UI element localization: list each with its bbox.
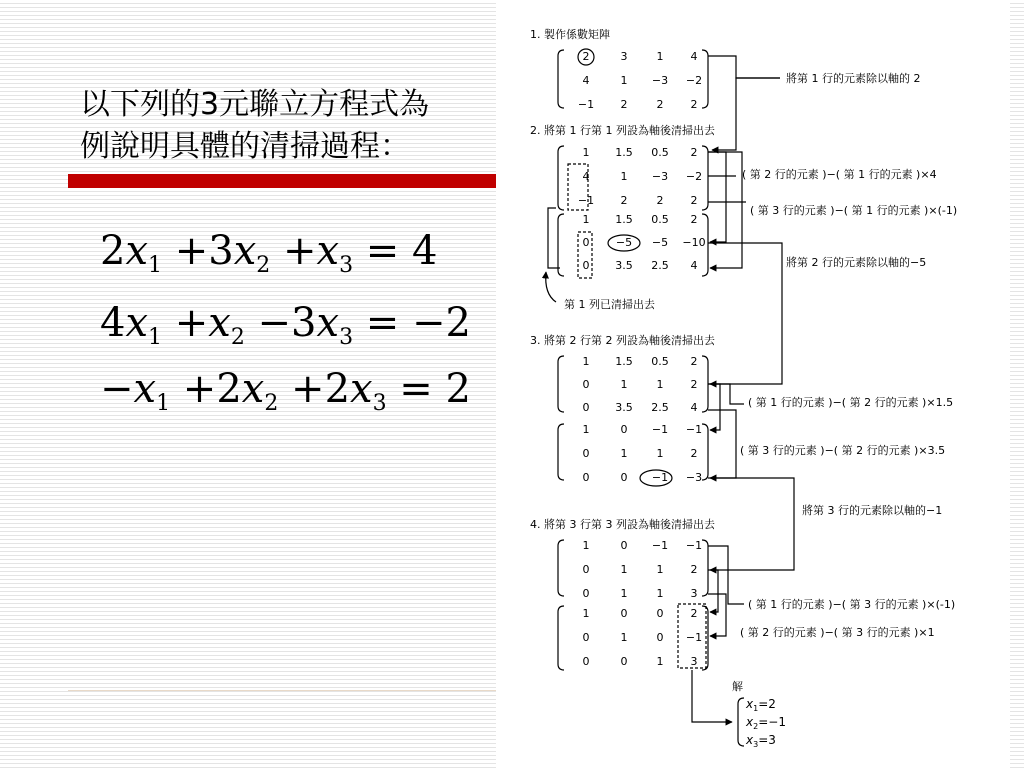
matrix-cell-step2a: 1.5 — [615, 146, 633, 159]
matrix-cell-step4a: 0 — [620, 539, 628, 552]
matrix-cell-step2a: −2 — [685, 170, 703, 183]
matrix-cell-step1: −1 — [577, 98, 595, 111]
matrix-cell-step3a: 1 — [582, 355, 590, 368]
matrix-cell-step2b: 2.5 — [651, 259, 669, 272]
footer-divider — [68, 690, 496, 691]
matrix-cell-step3a: 0 — [582, 401, 590, 414]
solution-values — [745, 697, 786, 749]
slide-title-line-2: 例說明具體的清掃過程： — [80, 129, 410, 164]
matrix-cell-step2b: 3.5 — [615, 259, 633, 272]
matrix-cell-step4a: −1 — [685, 539, 703, 552]
matrix-cell-step3b: 1 — [656, 447, 664, 460]
matrix-cell-step3b: 0 — [620, 471, 628, 484]
matrix-cell-step2b: 1 — [582, 213, 590, 226]
matrix-cell-step2b: −5 — [615, 236, 633, 249]
note-step2-row3: ( 第 3 行的元素 )−( 第 1 行的元素 )×(-1) — [750, 204, 958, 217]
matrix-cell-step1: 2 — [690, 98, 698, 111]
title-accent-bar — [68, 174, 496, 188]
matrix-cell-step4a: 1 — [620, 563, 628, 576]
note-step3-div: 將第 3 行的元素除以軸的−1 — [802, 504, 943, 517]
slide-title — [80, 84, 500, 168]
matrix-cell-step4b: 1 — [582, 607, 590, 620]
matrix-cell-step1: 4 — [690, 50, 698, 63]
matrix-cell-step4a: 0 — [582, 587, 590, 600]
matrix-cell-step2a: 2 — [690, 194, 698, 207]
matrix-cell-step1: −2 — [685, 74, 703, 87]
matrix-cell-step3a: 2.5 — [651, 401, 669, 414]
matrix-cell-step2b: 0.5 — [651, 213, 669, 226]
matrix-cell-step2a: −1 — [577, 194, 595, 207]
matrix-cell-step3a: 4 — [690, 401, 698, 414]
matrix-cell-step3a: 1 — [620, 378, 628, 391]
note-step4-row1: ( 第 1 行的元素 )−( 第 3 行的元素 )×(-1) — [748, 598, 956, 611]
matrix-cell-step2b: −5 — [651, 236, 669, 249]
matrix-cell-step3a: 0 — [582, 378, 590, 391]
matrix-cell-step2a: 4 — [582, 170, 590, 183]
matrix-cell-step4a: 1 — [620, 587, 628, 600]
matrix-cell-step4a: −1 — [651, 539, 669, 552]
matrix-cell-step3b: −1 — [685, 423, 703, 436]
matrix-cell-step1: 2 — [620, 98, 628, 111]
svg-text:x2=−1: $x_2=-1$ — [746, 715, 786, 731]
matrix-cell-step3b: 0 — [620, 423, 628, 436]
matrix-cell-step1: 2 — [656, 98, 664, 111]
matrix-cell-step2b: 2 — [690, 213, 698, 226]
gauss-jordan-figure — [496, 0, 1010, 768]
matrix-cell-step2b: 1.5 — [615, 213, 633, 226]
matrix-cell-step4b: 1 — [656, 655, 664, 668]
matrix-cell-step3b: 2 — [690, 447, 698, 460]
matrix-cell-step4b: 0 — [582, 655, 590, 668]
matrix-cell-step3b: 0 — [582, 471, 590, 484]
matrix-cell-step4a: 1 — [656, 563, 664, 576]
note-step2-col: 第 1 列已清掃出去 — [564, 298, 655, 311]
note-step2-row2: ( 第 2 行的元素 )−( 第 1 行的元素 )×4 — [742, 168, 937, 181]
matrix-cell-step1: 1 — [620, 74, 628, 87]
matrix-cell-step4b: 2 — [690, 607, 698, 620]
matrix-cell-step2b: −10 — [682, 236, 706, 249]
matrix-cell-step4b: 1 — [620, 631, 628, 644]
equation-2: $4x_1 +x_2 -3x_3 = -2$ — [100, 300, 471, 350]
matrix-cell-step4a: 2 — [690, 563, 698, 576]
matrix-cell-step2a: 2 — [656, 194, 664, 207]
matrix-cell-step3a: 2 — [690, 355, 698, 368]
matrix-cell-step2a: 2 — [690, 146, 698, 159]
matrix-cell-step4b: 0 — [620, 655, 628, 668]
matrix-cell-step4a: 1 — [582, 539, 590, 552]
matrix-cell-step4b: −1 — [685, 631, 703, 644]
matrix-cell-step4b: 0 — [656, 607, 664, 620]
matrix-cell-step3a: 2 — [690, 378, 698, 391]
matrix-cell-step4a: 3 — [690, 587, 698, 600]
note-step3-row3: ( 第 3 行的元素 )−( 第 2 行的元素 )×3.5 — [740, 444, 946, 457]
note-step1: 將第 1 行的元素除以軸的 2 — [786, 72, 921, 85]
matrix-cell-step3b: −1 — [651, 471, 669, 484]
step2-heading: 2. 將第 1 行第 1 列設為軸後清掃出去 — [530, 124, 715, 137]
figure-svg — [496, 0, 1010, 768]
matrix-cell-step4a: 1 — [656, 587, 664, 600]
step1-heading: 1. 製作係數矩陣 — [530, 28, 610, 41]
solution-label: 解 — [732, 680, 743, 693]
matrix-cell-step2a: 0.5 — [651, 146, 669, 159]
equation-3: $-x_1 +2x_2 +2x_3 = 2$ — [100, 366, 471, 416]
svg-text:x1=2: $x_1=2$ — [746, 697, 776, 713]
matrix-cell-step4b: 3 — [690, 655, 698, 668]
note-step4-row2: ( 第 2 行的元素 )−( 第 3 行的元素 )×1 — [740, 626, 935, 639]
matrix-cell-step4b: 0 — [656, 631, 664, 644]
step4-heading: 4. 將第 3 行第 3 列設為軸後清掃出去 — [530, 518, 715, 531]
matrix-cell-step4a: 0 — [582, 563, 590, 576]
matrix-cell-step2b: 0 — [582, 236, 590, 249]
matrix-cell-step3a: 3.5 — [615, 401, 633, 414]
matrix-cell-step3a: 1 — [656, 378, 664, 391]
step3-heading: 3. 將第 2 行第 2 列設為軸後清掃出去 — [530, 334, 715, 347]
matrix-cell-step3a: 1.5 — [615, 355, 633, 368]
matrix-cell-step2a: 2 — [620, 194, 628, 207]
matrix-cell-step3b: 0 — [582, 447, 590, 460]
matrix-cell-step1: 4 — [582, 74, 590, 87]
matrix-cell-step1: −3 — [651, 74, 669, 87]
matrix-cell-step1: 3 — [620, 50, 628, 63]
note-step2-div: 將第 2 行的元素除以軸的−5 — [786, 256, 927, 269]
matrix-cell-step1: 2 — [582, 50, 590, 63]
matrix-cell-step3b: 1 — [620, 447, 628, 460]
slide-title-line-1: 以下列的3元聯立方程式為 — [80, 87, 430, 122]
matrix-cell-step3b: 1 — [582, 423, 590, 436]
matrix-cell-step2b: 0 — [582, 259, 590, 272]
matrix-cell-step3b: −1 — [651, 423, 669, 436]
matrix-cell-step3b: −3 — [685, 471, 703, 484]
note-step3-row1: ( 第 1 行的元素 )−( 第 2 行的元素 )×1.5 — [748, 396, 954, 409]
matrix-cell-step2b: 4 — [690, 259, 698, 272]
equation-1: $2x_1 +3x_2 +x_3 = 4$ — [100, 228, 438, 278]
matrix-cell-step4b: 0 — [620, 607, 628, 620]
matrix-cell-step2a: 1 — [620, 170, 628, 183]
matrix-cell-step4b: 0 — [582, 631, 590, 644]
matrix-cell-step3a: 0.5 — [651, 355, 669, 368]
matrix-cell-step2a: −3 — [651, 170, 669, 183]
matrix-cell-step1: 1 — [656, 50, 664, 63]
matrix-cells — [578, 50, 706, 668]
matrix-cell-step2a: 1 — [582, 146, 590, 159]
svg-text:x3=3: $x_3=3$ — [746, 733, 776, 749]
